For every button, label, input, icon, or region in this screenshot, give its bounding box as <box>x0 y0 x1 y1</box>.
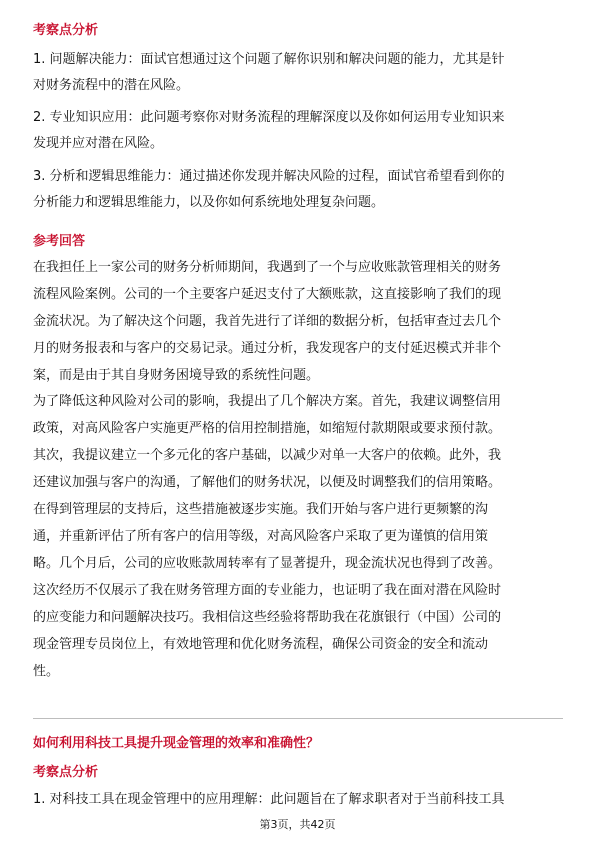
analysis-line: 3. 分析和逻辑思维能力：通过描述你发现并解决风险的过程，面试官希望看到你的 <box>33 169 505 184</box>
answer-line: 通，并重新评估了所有客户的信用等级，对高风险客户采取了更为谨慎的信用策 <box>33 529 489 544</box>
answer-line: 为了降低这种风险对公司的影响，我提出了几个解决方案。首先，我建议调整信用 <box>33 394 502 409</box>
analysis-line: 1. 对科技工具在现金管理中的应用理解：此问题旨在了解求职者对于当前科技工具 <box>33 792 505 807</box>
answer-line: 流程风险案例。公司的一个主要客户延迟支付了大额账款，这直接影响了我们的现 <box>33 287 502 302</box>
answer-line: 月的财务报表和与客户的交易记录。通过分析，我发现客户的支付延迟模式并非个 <box>33 341 502 356</box>
analysis-line: 发现并应对潜在风险。 <box>33 136 164 151</box>
analysis-line: 2. 专业知识应用：此问题考察你对财务流程的理解深度以及你如何运用专业知识来 <box>33 110 505 125</box>
answer-line: 性。 <box>33 664 60 679</box>
section-heading-analysis: 考察点分析 <box>33 765 99 780</box>
page-number: 第3页，共42页 <box>259 818 336 831</box>
answer-line: 还建议加强与客户的沟通，了解他们的财务状况，以便及时调整我们的信用策略。 <box>33 475 502 490</box>
analysis-line: 分析能力和逻辑思维能力，以及你如何系统地处理复杂问题。 <box>33 195 385 210</box>
section-heading-analysis: 考察点分析 <box>33 23 99 38</box>
answer-line: 这次经历不仅展示了我在财务管理方面的专业能力，也证明了我在面对潜在风险时 <box>33 583 502 598</box>
answer-line: 其次，我提议建立一个多元化的客户基础，以减少对单一大客户的依赖。此外，我 <box>33 448 502 463</box>
answer-line: 金流状况。为了解决这个问题，我首先进行了详细的数据分析，包括审查过去几个 <box>33 314 502 329</box>
answer-line: 在得到管理层的支持后，这些措施被逐步实施。我们开始与客户进行更频繁的沟 <box>33 502 489 517</box>
answer-line: 在我担任上一家公司的财务分析师期间，我遇到了一个与应收账款管理相关的财务 <box>33 260 502 275</box>
answer-line: 政策，对高风险客户实施更严格的信用控制措施，如缩短付款期限或要求预付款。 <box>33 421 502 436</box>
analysis-line: 1. 问题解决能力：面试官想通过这个问题了解你识别和解决问题的能力，尤其是针 <box>33 52 505 67</box>
answer-line: 案，而是由于其自身财务困境导致的系统性问题。 <box>33 368 320 383</box>
answer-line: 的应变能力和问题解决技巧。我相信这些经验将帮助我在花旗银行（中国）公司的 <box>33 610 502 625</box>
answer-line: 现金管理专员岗位上，有效地管理和优化财务流程，确保公司资金的安全和流动 <box>33 637 489 652</box>
section-heading-reference-answer: 参考回答 <box>33 234 86 249</box>
question-heading: 如何利用科技工具提升现金管理的效率和准确性？ <box>33 736 320 751</box>
section-divider <box>33 718 563 719</box>
answer-line: 略。几个月后，公司的应收账款周转率有了显著提升，现金流状况也得到了改善。 <box>33 556 502 571</box>
analysis-line: 对财务流程中的潜在风险。 <box>33 78 190 93</box>
